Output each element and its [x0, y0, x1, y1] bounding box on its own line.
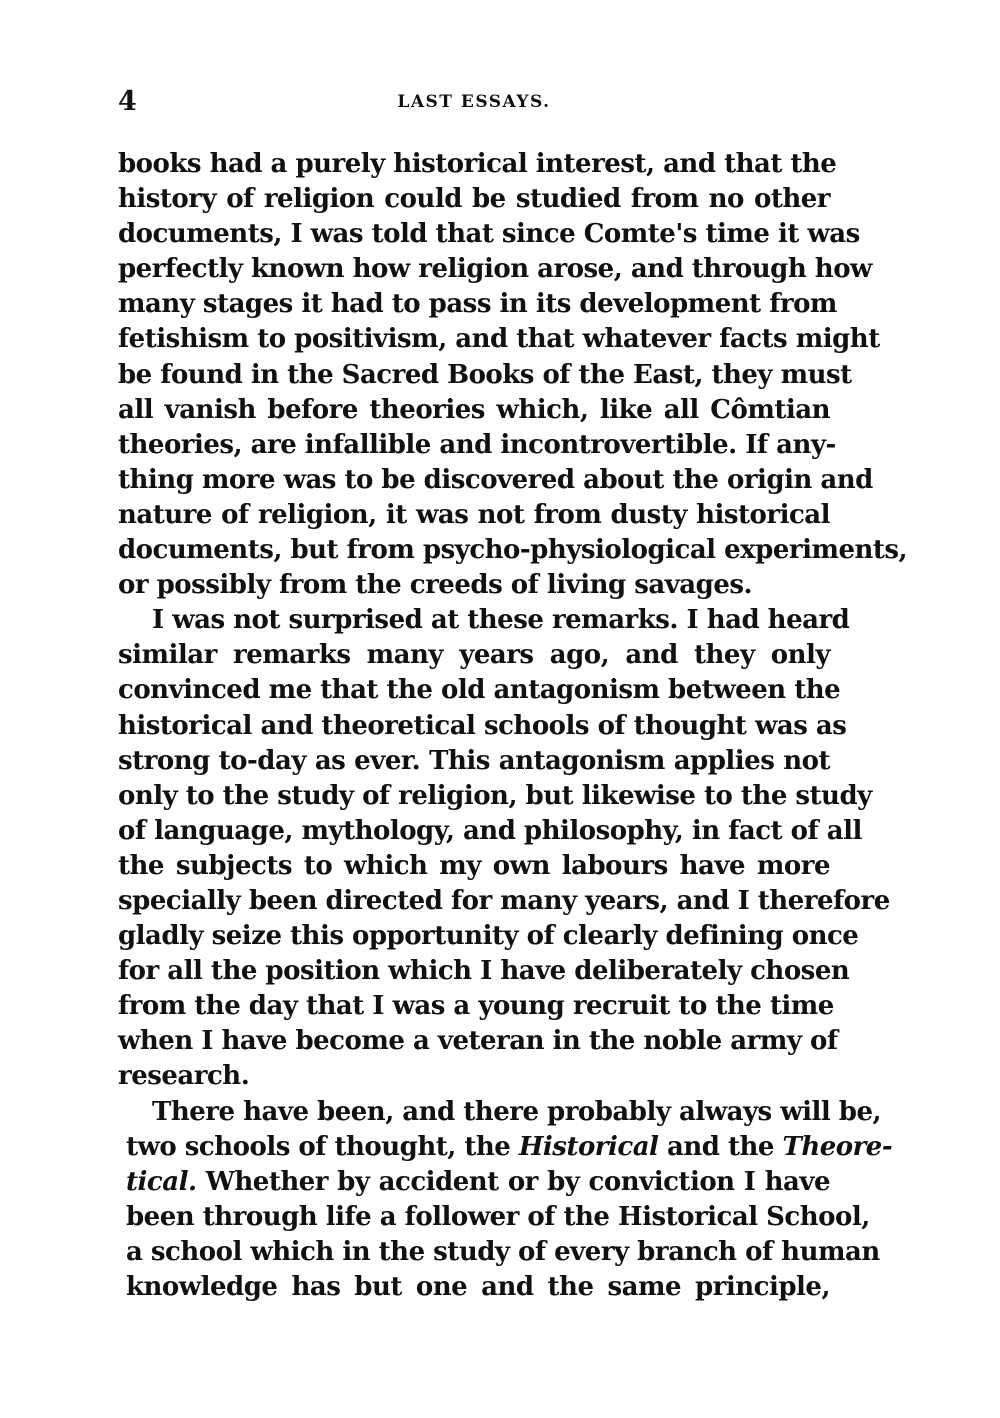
text-line: convinced me that the old antagonism between the	[118, 675, 841, 706]
text-line: of language, mythology, and philosophy, in fact of all	[118, 815, 862, 846]
text-line: the subjects to which my own labours have more	[118, 850, 830, 881]
line-text: and the	[658, 1131, 783, 1162]
italic-historical: Historical	[518, 1131, 659, 1162]
body-text	[118, 147, 908, 1305]
text-line: perfectly known how religion arose, and through how	[118, 254, 872, 285]
text-line: only to the study of religion, but likewise to the study	[118, 780, 872, 811]
text-line-with-italics	[118, 1130, 893, 1165]
text-line: be found in the Sacred Books of the East, they must	[118, 359, 852, 390]
text-line: research.	[118, 1061, 250, 1092]
running-title: LAST ESSAYS.	[397, 92, 551, 112]
text-line: a school which in the study of every branch of human	[126, 1236, 880, 1267]
text-line: all vanish before theories which, like all Cômtian	[118, 394, 830, 425]
text-line: similar remarks many years ago, and they only	[118, 640, 830, 671]
text-line: been through life a follower of the Historical School,	[126, 1201, 870, 1232]
page-number: 4	[118, 86, 137, 117]
text-line: nature of religion, it was not from dusty historical	[118, 499, 830, 530]
text-line: thing more was to be discovered about the origin and	[118, 464, 873, 495]
text-line: history of religion could be studied from no other	[118, 184, 830, 215]
text-line: from the day that I was a young recruit to the time	[118, 991, 834, 1022]
text-line: gladly seize this opportunity of clearly defining once	[118, 921, 859, 952]
text-line: books had a purely historical interest, and that the	[118, 149, 837, 179]
text-line: theories, are infallible and incontrovertible. If any-	[118, 429, 836, 460]
text-line: documents, but from psycho-physiological experiments,	[118, 535, 908, 566]
text-line-with-italics	[118, 1165, 830, 1200]
text-line: for all the position which I have deliberately chosen	[118, 956, 850, 987]
italic-theoretical-end: tical.	[126, 1166, 197, 1197]
line-text: Whether by accident or by conviction I have	[196, 1166, 830, 1197]
text-line: fetishism to positivism, and that whatever facts might	[118, 324, 880, 355]
paragraph-start-line: There have been, and there probably always will be,	[152, 1096, 882, 1127]
text-line: when I have become a veteran in the noble army of	[118, 1026, 838, 1057]
text-line: knowledge has but one and the same principle,	[126, 1272, 830, 1302]
text-line: many stages it had to pass in its development from	[118, 289, 837, 320]
italic-theoretical: Theore-	[782, 1131, 893, 1162]
running-head	[118, 86, 830, 120]
text-line: strong to-day as ever. This antagonism applies not	[118, 745, 830, 776]
text-line: specially been directed for many years, and I therefore	[118, 885, 890, 916]
text-line: or possibly from the creeds of living savages.	[118, 570, 753, 601]
line-text: two schools of thought, the	[126, 1131, 519, 1162]
paragraph-start-line: I was not surprised at these remarks. I had heard	[152, 605, 850, 636]
text-line: historical and theoretical schools of thought was as	[118, 710, 847, 741]
text-line: documents, I was told that since Comte's time it was	[118, 219, 860, 250]
